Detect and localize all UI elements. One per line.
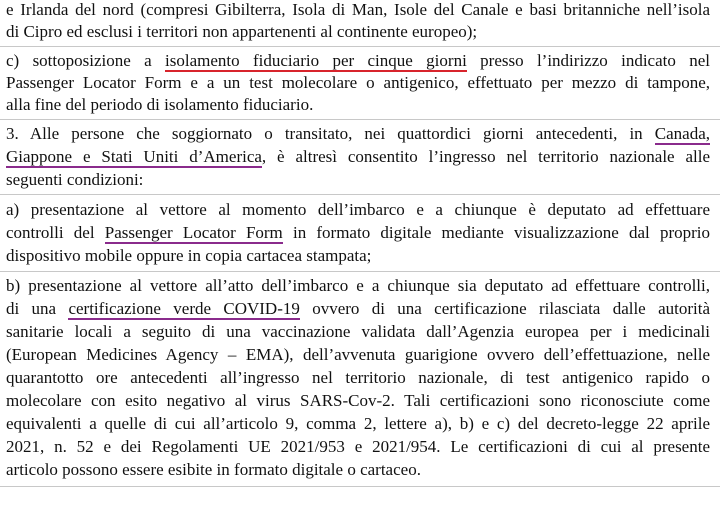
line-text: c) sottoposizione a <box>6 51 166 70</box>
text-line <box>6 459 710 481</box>
line-text: Passenger Locator Form e a un test molecolare o antigenico, effettuato per mezzo di tampone, <box>6 73 710 92</box>
text-line <box>6 21 710 43</box>
line-text: alla fine del periodo di isolamento fiduciario. <box>6 95 314 114</box>
text-line <box>6 72 710 94</box>
line-text: b) presentazione al vettore all’atto dell’imbarco e a chiunque sia deputato ad effettuare controlli, <box>6 276 710 295</box>
text-line <box>6 390 710 412</box>
line-text: , è altresì consentito l’ingresso nel territorio nazionale alle <box>261 147 710 166</box>
text-line <box>6 199 710 221</box>
text-line <box>6 123 710 145</box>
text-line <box>6 436 710 458</box>
line-text: di Cipro ed esclusi i territori non appartenenti al continente europeo); <box>6 22 478 41</box>
text-line <box>6 298 710 320</box>
line-text: di una <box>6 299 69 318</box>
text-line <box>6 245 710 267</box>
text-line <box>6 146 710 168</box>
line-text: controlli del <box>6 223 105 242</box>
line-text: quarantotto ore antecedenti all’ingresso nel territorio nazionale, di test antigenico rapido o <box>6 368 710 387</box>
line-text: 3. Alle persone che soggiornato o transitato, nei quattordici giorni antecedenti, in <box>6 124 655 143</box>
text-line <box>6 0 710 21</box>
paragraph-separator <box>0 46 720 47</box>
line-text: ovvero di una certificazione rilasciata dalle autorità <box>299 299 710 318</box>
paragraph-separator <box>0 486 720 487</box>
text-line <box>6 275 710 297</box>
highlight-isolamento-fiduciario: isolamento fiduciario per cinque giorni <box>165 51 467 72</box>
line-text: articolo possono essere esibite in formato digitale o cartaceo. <box>6 460 421 479</box>
line-text: 2021, n. 52 e dei Regolamenti UE 2021/953 e 2021/954. Le certificazioni di cui al presente <box>6 437 710 456</box>
line-text: seguenti condizioni: <box>6 170 144 189</box>
paragraph-separator <box>0 194 720 195</box>
text-line <box>6 367 710 389</box>
line-text: e Irlanda del nord (compresi Gibilterra, Isola di Man, Isole del Canale e basi britanniche nell’isola <box>6 0 710 19</box>
highlight-giappone-stati-uniti: Giappone e Stati Uniti d’America <box>6 147 262 168</box>
paragraph-separator <box>0 119 720 120</box>
line-text: (European Medicines Agency – EMA), dell’avvenuta guarigione ovvero dell’effettuazione, nelle <box>6 345 710 364</box>
line-text: a) presentazione al vettore al momento dell’imbarco e a chiunque è deputato ad effettuare <box>6 200 710 219</box>
line-text: in formato digitale mediante visualizzazione dal proprio <box>282 223 710 242</box>
text-line <box>6 169 710 191</box>
line-text: sanitarie locali a seguito di una vaccinazione validata dall’Agenzia europea per i medicinali <box>6 322 710 341</box>
highlight-canada: Canada, <box>655 124 710 145</box>
line-text: equivalenti a quelle di cui all’articolo 9, comma 2, lettere a), b) e c) del decreto-legge 22 aprile <box>6 414 710 433</box>
paragraph-separator <box>0 271 720 272</box>
text-line <box>6 321 710 343</box>
highlight-certificazione-verde: certificazione verde COVID-19 <box>68 299 299 320</box>
line-text: molecolare con esito negativo al virus SARS-Cov-2. Tali certificazioni sono riconosciute come <box>6 391 710 410</box>
text-line <box>6 50 710 72</box>
text-line <box>6 222 710 244</box>
line-text: presso l’indirizzo indicato nel <box>466 51 710 70</box>
line-text: dispositivo mobile oppure in copia cartacea stampata; <box>6 246 372 265</box>
text-line <box>6 94 710 116</box>
text-line <box>6 413 710 435</box>
text-line <box>6 344 710 366</box>
highlight-passenger-locator-form: Passenger Locator Form <box>105 223 283 244</box>
